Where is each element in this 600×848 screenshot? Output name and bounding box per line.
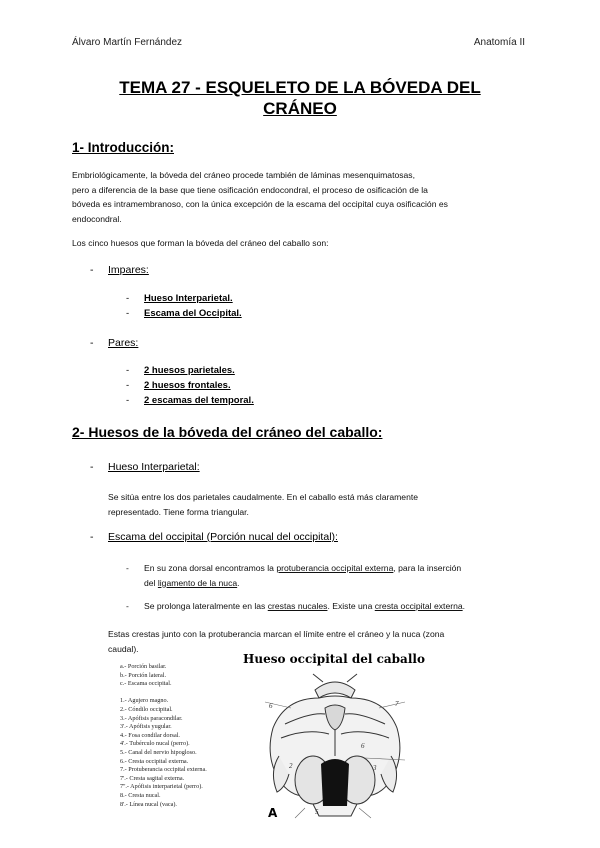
legend-item: 2.- Cóndilo occipital. [120, 705, 173, 713]
paragraph-line: representado. Tiene forma triangular. [108, 506, 249, 517]
paragraph-line: Estas crestas junto con la protuberancia marcan el límite entre el cráneo y la nuca (zona [108, 629, 445, 639]
term-cresta-occipital: cresta occipital externa [374, 601, 463, 611]
term-crestas-nucales: crestas nucales [267, 601, 328, 611]
dash-bullet: - [126, 601, 129, 611]
text-run: En su zona dorsal encontramos la [144, 563, 277, 573]
svg-text:6: 6 [361, 742, 365, 750]
text-run: , para la inserción [393, 563, 462, 573]
interparietal-item [90, 461, 200, 473]
svg-text:5: 5 [315, 808, 319, 816]
legend-item: 7'.- Cresta sagital externa. [120, 774, 185, 782]
legend-item: 3'.- Apófisis yugular. [120, 723, 172, 731]
legend-item: c.- Escama occipital. [120, 680, 172, 688]
intro-line: bóveda es intramembranoso, con la única excepción de la escama del occipital cuya osificación es [72, 199, 448, 209]
svg-text:2: 2 [289, 762, 293, 770]
text-run: . [237, 577, 240, 588]
legend-item: a.- Porción basilar. [120, 663, 167, 670]
impares-item [90, 264, 149, 276]
legend-item [120, 689, 207, 698]
impar-bone: Escama del Occipital. [144, 308, 242, 319]
five-bones-text: Los cinco huesos que forman la bóveda del cráneo del caballo son: [72, 238, 329, 248]
escama-item [90, 531, 338, 543]
impares-label: Impares: [108, 264, 149, 276]
section-1-heading: 1- Introducción: [72, 140, 174, 155]
text-run: . [462, 601, 466, 611]
legend-item: 7.- Protuberancia occipital externa. [120, 766, 207, 774]
legend-item: b.- Porción lateral. [120, 671, 167, 679]
list-item [126, 308, 242, 319]
escama-bullet-1 [126, 561, 536, 590]
legend-item: 1.- Agujero magno. [120, 697, 169, 705]
term-protuberancia: protuberancia occipital externa [276, 563, 394, 573]
figure-title: Hueso occipital del caballo [243, 652, 425, 666]
impar-bone: Hueso Interparietal. [144, 293, 233, 304]
figure-panel-letter: A [268, 806, 278, 820]
title-line-1: TEMA 27 - ESQUELETO DE LA BÓVEDA DEL [119, 78, 481, 97]
list-item [126, 380, 231, 391]
par-bone: 2 escamas del temporal. [144, 395, 254, 406]
dash-bullet: - [126, 395, 130, 406]
list-item [126, 395, 254, 406]
svg-text:3: 3 [373, 764, 377, 772]
occipital-bone-illustration [255, 668, 415, 820]
intro-line: pero a diferencia de la base que tiene osificación endocondral, el proceso de osificación de la [72, 184, 428, 195]
dash-bullet: - [126, 308, 130, 319]
escama-label: Escama del occipital (Porción nucal del occipital): [108, 531, 338, 543]
text-run: Se prolonga lateralmente en las [144, 601, 268, 611]
figure-legend [120, 663, 207, 809]
intro-line: endocondral. [72, 213, 122, 224]
interparietal-label: Hueso Interparietal: [108, 461, 200, 473]
paragraph-line: Se sitúa entre los dos parietales caudalmente. En el caballo está más claramente [108, 492, 419, 502]
svg-text:7: 7 [395, 700, 399, 708]
header-subject: Anatomía II [473, 37, 525, 48]
legend-item: 3.- Apófisis paracondilar. [120, 714, 183, 722]
par-bone: 2 huesos parietales. [144, 365, 235, 376]
escama-bullet-2 [126, 599, 536, 614]
dash-bullet: - [126, 293, 130, 304]
header-author: Álvaro Martín Fernández [72, 37, 183, 48]
interparietal-paragraph [108, 490, 528, 519]
svg-text:6: 6 [269, 702, 273, 710]
dash-bullet: - [90, 461, 94, 473]
legend-item: 6.- Cresta occipital externa. [120, 757, 189, 765]
list-item [126, 293, 233, 304]
legend-item: 7''.- Apófisis interparietal (perro). [120, 783, 203, 791]
intro-line: Embriológicamente, la bóveda del cráneo procede también de láminas mesenquimatosas, [72, 170, 415, 180]
section-2-heading: 2- Huesos de la bóveda del cráneo del caballo: [72, 424, 383, 440]
par-bone: 2 huesos frontales. [144, 380, 231, 391]
legend-item: 8.- Cresta nucal. [120, 791, 161, 799]
dash-bullet: - [126, 380, 130, 391]
dash-bullet: - [90, 264, 94, 276]
foramen-magnum [321, 759, 349, 806]
pares-item [90, 337, 138, 349]
dash-bullet: - [90, 531, 94, 543]
paragraph-line: caudal). [108, 643, 139, 654]
legend-item: 8'.- Línea nucal (vaca). [120, 800, 177, 808]
list-item [126, 365, 235, 376]
text-run: del [144, 577, 158, 588]
title-line-2: CRÁNEO [263, 99, 337, 118]
text-run: . Existe una [327, 601, 375, 611]
legend-item: 5.- Canal del nervio hipogloso. [120, 748, 197, 756]
dash-bullet: - [90, 337, 94, 349]
legend-item: 4'.- Tubérculo nucal (perro). [120, 740, 190, 748]
intro-paragraph [72, 168, 532, 226]
dash-bullet: - [126, 563, 129, 573]
pares-label: Pares: [108, 337, 139, 349]
page-title [70, 77, 530, 119]
dash-bullet: - [126, 365, 130, 376]
legend-item: 4.- Fosa condilar dorsal. [120, 731, 180, 739]
term-ligamento: ligamento de la nuca [157, 577, 238, 588]
